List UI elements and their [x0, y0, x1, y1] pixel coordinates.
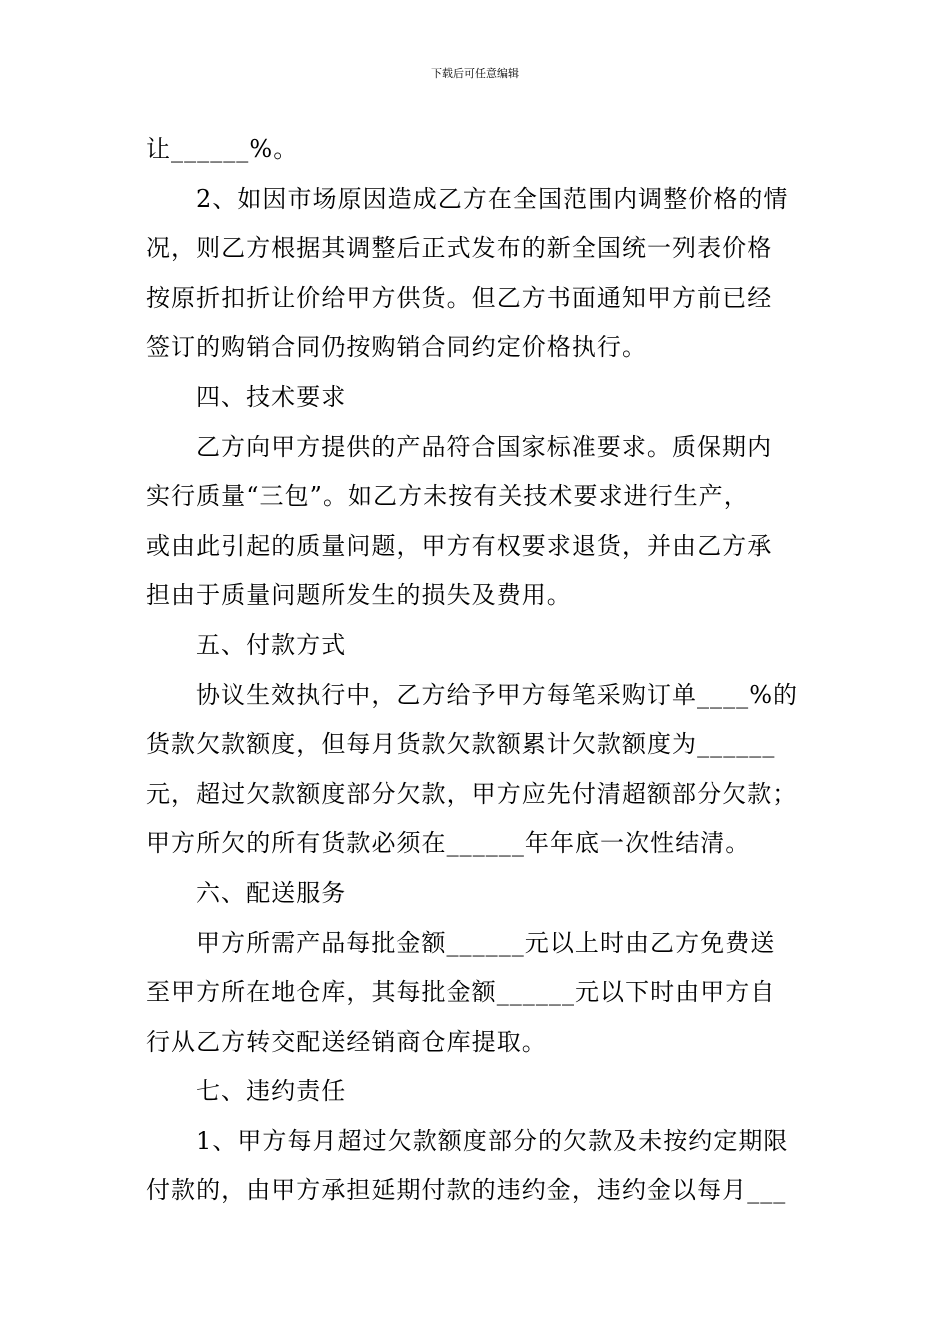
- text-line: 行从乙方转交配送经销商仓库提取。: [146, 1027, 547, 1056]
- text-line: 付款的，由甲方承担延期付款的违约金，违约金以每月___: [146, 1176, 787, 1205]
- text-line: 货款欠款额度，但每月货款欠款额累计欠款额度为______: [146, 730, 776, 759]
- text-line: 担由于质量问题所发生的损失及费用。: [146, 581, 572, 610]
- text-line: 元，超过欠款额度部分欠款，甲方应先付清超额部分欠款；: [146, 779, 798, 808]
- text-line: 2、如因市场原因造成乙方在全国范围内调整价格的情: [196, 184, 789, 213]
- text-line: 七、违约责任: [196, 1077, 347, 1106]
- text-line: 让______%。: [146, 135, 299, 163]
- text-line: 实行质量“三包”。如乙方未按有关技术要求进行生产，: [146, 482, 749, 511]
- text-line: 至甲方所在地仓库，其每批金额______元以下时由甲方自: [146, 978, 776, 1007]
- text-line: 协议生效执行中，乙方给予甲方每笔采购订单____%的: [196, 680, 799, 709]
- text-line: 1、甲方每月超过欠款额度部分的欠款及未按约定期限: [196, 1126, 789, 1155]
- text-line: 甲方所欠的所有货款必须在______年年底一次性结清。: [146, 829, 751, 858]
- text-line: 或由此引起的质量问题，甲方有权要求退货，并由乙方承: [146, 531, 773, 560]
- text-line: 乙方向甲方提供的产品符合国家标准要求。质保期内: [196, 432, 773, 461]
- page-header: 下载后可任意编辑: [431, 67, 519, 80]
- document-body: [146, 125, 810, 1216]
- text-line: 五、付款方式: [196, 630, 347, 659]
- text-line: 甲方所需产品每批金额______元以上时由乙方免费送: [196, 928, 776, 957]
- text-line: 四、技术要求: [196, 382, 347, 411]
- text-line: 六、配送服务: [196, 878, 347, 907]
- text-line: 按原折扣折让价给甲方供货。但乙方书面通知甲方前已经: [146, 283, 773, 312]
- text-line: 签订的购销合同仍按购销合同约定价格执行。: [146, 333, 647, 362]
- text-line: 况，则乙方根据其调整后正式发布的新全国统一列表价格: [146, 234, 773, 263]
